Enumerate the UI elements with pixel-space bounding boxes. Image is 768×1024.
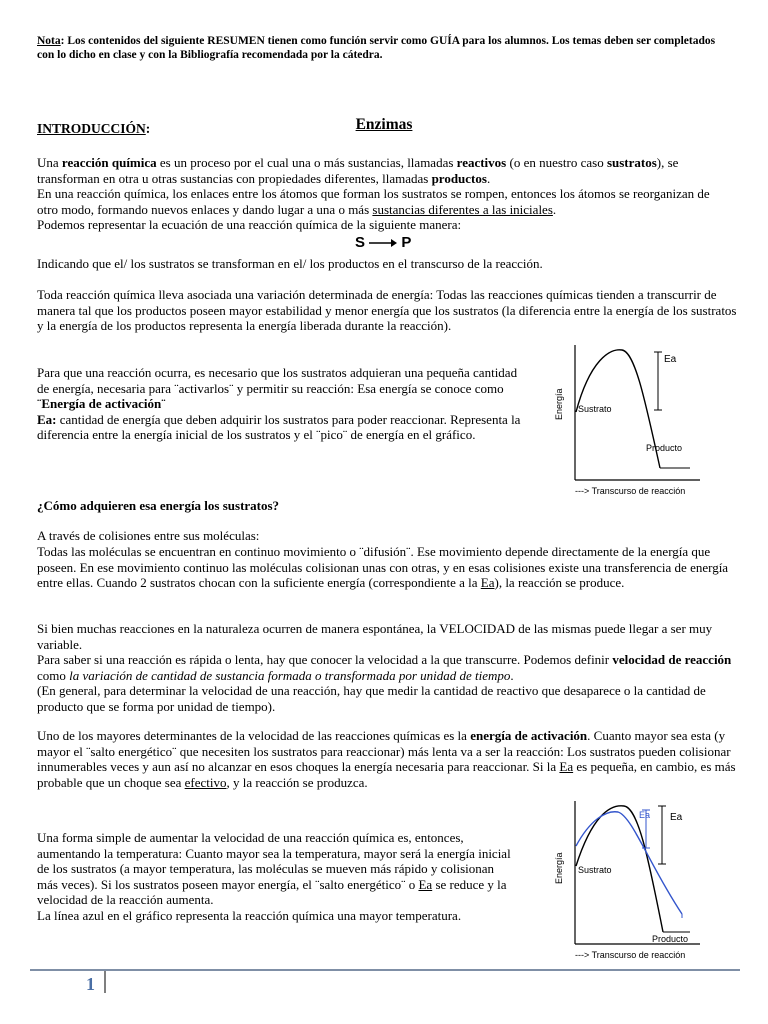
t: ), la reacción se produce. — [494, 575, 625, 591]
arrow-icon — [369, 238, 397, 248]
t: . — [552, 201, 557, 217]
y-axis-label: Energía — [554, 852, 564, 884]
x-axis-label: ---> Transcurso de reacción — [575, 950, 686, 960]
t: , y la reacción se produzca. — [226, 774, 368, 790]
t: Una forma simple de aumentar la velocidad de una reacción química es, entonces, aumentando la temperatura: Cuanto mayor sea la temperatura, mayor será la energía inicial de los sustratos (a mayor temperatura, las moléculas se mueven más rápido y colisionan más veces). Si los sustratos poseen mayor energía, el ¨salto energético¨ o — [37, 830, 511, 892]
intro-heading — [37, 121, 150, 137]
t: La línea azul en el gráfico representa la reacción química una mayor temperatura. — [37, 907, 462, 923]
activation-paragraph — [37, 365, 523, 443]
reaction-curve-blue — [576, 812, 682, 914]
t: (o en nuestro caso — [506, 155, 607, 170]
reaction-equation — [355, 234, 411, 251]
term-reaccion-quimica: reacción química — [61, 155, 157, 170]
question-heading: ¿Cómo adquieren esa energía los sustratos? — [37, 498, 280, 513]
t: ), se transforman en otra u otras sustancias con propiedades diferentes, llamadas — [37, 155, 679, 186]
producto-label: Producto — [646, 443, 683, 453]
ea-label: Ea — [664, 354, 677, 365]
note-text: : Los contenidos del siguiente RESUMEN tienen como función servir como GUÍA para los alumnos. Los temas deben ser completados con lo dicho en clase y con la Bibliografía recomendada por la cátedra. — [37, 35, 716, 61]
equation-substrate: S — [355, 234, 366, 251]
intro-paragraph-1 — [37, 155, 733, 186]
term-energia-activacion-2: energía de activación — [470, 728, 588, 743]
footer-rule — [30, 969, 740, 971]
t: . Cuanto mayor sea esta (y mayor el ¨salto energético¨ que necesiten los sustratos para reaccionar) más lenta va a ser la reacción: Los sustratos pueden colisionar innumerables veces y aun así no alcanzar en esos choques la energía necesaria para reaccionar. Si la — [37, 728, 731, 775]
t: es un proceso por el cual una o más sustancias, llamadas — [156, 155, 457, 170]
ea-blue-label: Ea — [639, 810, 651, 820]
page-title: Enzimas — [355, 116, 413, 133]
intro-heading-colon: : — [145, 121, 151, 136]
t: Para saber si una reacción es rápida o lenta, hay que conocer la velocidad a la que transcurre. Podemos definir — [37, 652, 613, 667]
intro-paragraph-3: Podemos representar la ecuación de una reacción química de la siguiente manera: — [37, 217, 462, 232]
x-axis-label: ---> Transcurso de reacción — [575, 486, 686, 496]
page-number-divider — [104, 971, 106, 993]
t: cantidad de energía que deben adquirir los sustratos para poder reaccionar. Representa la diferencia entre la energía inicial de los sustratos y el ¨pico¨ de energía en el gráfico. — [37, 411, 521, 443]
sustrato-label: Sustrato — [578, 404, 612, 414]
t: como — [37, 667, 70, 683]
temperature-paragraph — [37, 830, 517, 924]
collisions-paragraph-6 — [37, 728, 737, 790]
t: Una — [37, 155, 62, 170]
t: Todas las moléculas se encuentran en continuo movimiento o ¨difusión¨. Ese movimiento depende directamente de la energía que poseen. En ese movimiento continuo las moléculas colisionan unas con otras, y en esas colisiones existe una transferencia de energía entre ellas. Cuando 2 sustratos chocan con la suficiente energía (correspondiente a la — [37, 544, 729, 591]
equation-product: P — [401, 234, 412, 251]
term-productos: productos — [431, 170, 487, 186]
producto-label: Producto — [652, 934, 689, 944]
note-paragraph — [37, 34, 733, 62]
term-reactivos: reactivos — [456, 155, 507, 170]
t: Para que una reacción ocurra, es necesario que los sustratos adquieran una pequeña cantidad de energía, necesaria para ¨activarlos¨ y permitir su reacción: Esa energía se conoce como — [37, 365, 518, 396]
page-number: 1 — [86, 974, 95, 994]
y-axis-label: Energía — [554, 388, 564, 420]
t: En una reacción química, los enlaces entre los átomos que forman los sustratos se rompen, entonces los átomos se reorganizan de otro modo, formando nuevos enlaces y dando lugar a una o más — [37, 186, 710, 217]
underlined-phrase: sustancias diferentes a las iniciales — [372, 201, 553, 217]
collisions-paragraph-2 — [37, 544, 737, 591]
t: se reduce y la velocidad de la reacción aumenta. — [37, 876, 507, 908]
term-ea: Ea: — [37, 411, 57, 427]
intro-heading-text: INTRODUCCIÓN — [37, 121, 146, 136]
intro-paragraph-4: Indicando que el/ los sustratos se transforman en el/ los productos en el transcurso de la reacción. — [37, 256, 543, 271]
ea-underlined: Ea — [480, 575, 495, 591]
t: es pequeña, en cambio, es más probable que un choque sea — [37, 759, 736, 790]
energy-graph-1 — [550, 340, 720, 502]
term-sustratos: sustratos — [606, 155, 657, 170]
collisions-paragraph-5: (En general, para determinar la velocidad de una reacción, hay que medir la cantidad de reactivo que desaparece o la cantidad de producto que se forma por unidad de tiempo). — [37, 683, 706, 714]
document-page — [37, 34, 733, 62]
intro-paragraph-5: Toda reacción química lleva asociada una variación determinada de energía: Todas las reacciones químicas tienden a transcurrir de manera tal que los productos poseen mayor estabilidad y menor energía que los sustratos (la diferencia entre la energía de los sustratos y la energía de los productos representa la energía liberada durante la reacción). — [37, 287, 737, 334]
t: . — [486, 170, 491, 186]
energy-graph-2 — [550, 796, 720, 964]
term-velocidad-reaccion: velocidad de reacción — [612, 652, 732, 667]
ea-underlined-2: Ea — [559, 759, 574, 775]
note-label: Nota — [37, 35, 61, 47]
sustrato-label: Sustrato — [578, 865, 612, 875]
collisions-paragraph-4 — [37, 652, 737, 683]
efectivo-underlined: efectivo — [184, 774, 227, 790]
ea-underlined-3: Ea — [418, 876, 433, 892]
definition-italic: la variación de cantidad de sustancia formada o transformada por unidad de tiempo — [69, 667, 511, 683]
collisions-paragraph-3: Si bien muchas reacciones en la naturaleza ocurren de manera espontánea, la VELOCIDAD de las mismas puede llegar a ser muy variable. — [37, 621, 713, 652]
ea-black-label: Ea — [670, 812, 683, 823]
t: Uno de los mayores determinantes de la velocidad de las reacciones químicas es la — [37, 728, 471, 743]
intro-paragraph-2 — [37, 186, 733, 217]
term-energia-activacion: ¨Energía de activación¨ — [37, 396, 166, 412]
collisions-paragraph-1: A través de colisiones entre sus moléculas: — [37, 528, 260, 543]
t: . — [510, 667, 514, 683]
